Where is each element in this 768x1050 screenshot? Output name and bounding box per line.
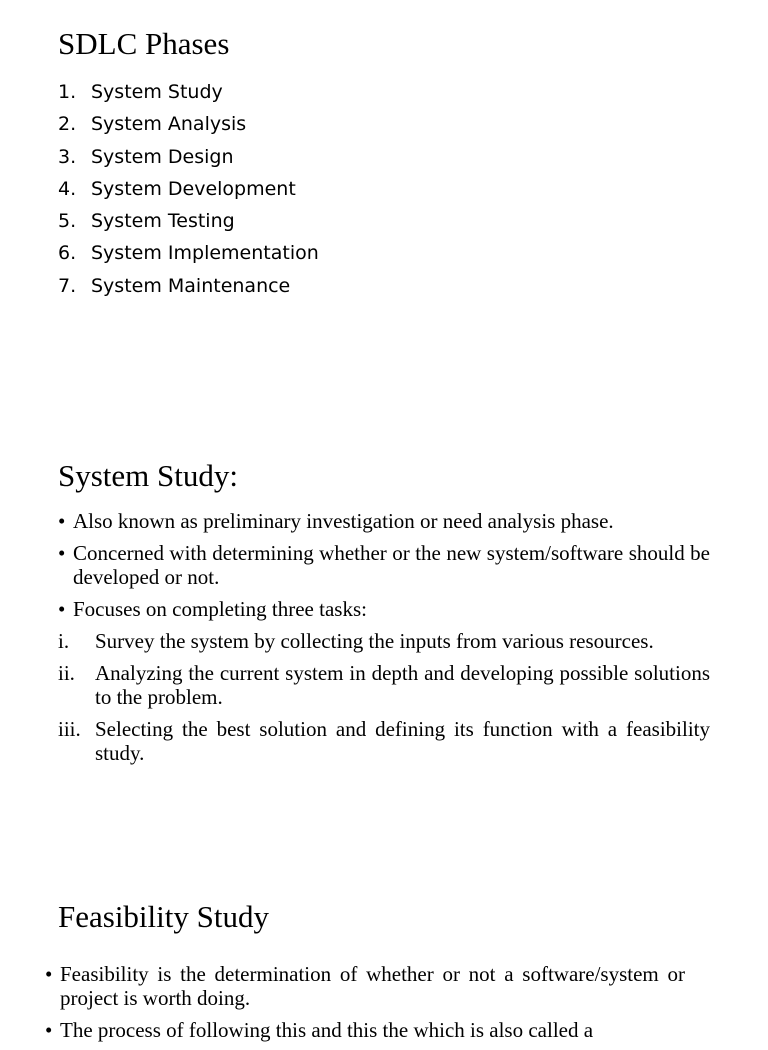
list-label: System Design — [91, 145, 234, 168]
list-item — [58, 173, 319, 205]
list-item — [58, 237, 319, 269]
list-label: System Testing — [91, 210, 235, 233]
bullet-marker: • — [45, 1018, 53, 1042]
list-number: 3. — [58, 145, 77, 168]
list-label: System Analysis — [91, 113, 247, 136]
list-label: System Implementation — [91, 242, 319, 265]
task-marker: ii. — [58, 661, 75, 685]
system-study-title: System Study: — [58, 458, 239, 493]
bullet-item — [45, 962, 685, 1010]
bullet-text: Feasibility is the determination of whether or not a software/system or project is worth doing. — [60, 962, 685, 1010]
task-marker: iii. — [58, 717, 81, 741]
list-number: 7. — [58, 274, 77, 297]
sdlc-title: SDLC Phases — [58, 26, 230, 61]
bullet-marker: • — [58, 597, 66, 621]
bullet-text: The process of following this and this the which is also called a — [60, 1018, 594, 1042]
list-item — [58, 270, 319, 302]
feasibility-body — [45, 962, 685, 1050]
task-marker: i. — [58, 629, 70, 653]
bullet-item — [58, 597, 710, 621]
bullet-marker: • — [45, 962, 53, 986]
task-text: Analyzing the current system in depth and developing possible solutions to the problem. — [95, 661, 710, 709]
list-label: System Study — [91, 81, 223, 103]
bullet-text: Also known as preliminary investigation or need analysis phase. — [73, 509, 614, 533]
bullet-item — [45, 1018, 685, 1042]
bullet-item — [58, 541, 710, 589]
bullet-marker: • — [58, 541, 66, 565]
list-label: System Development — [91, 177, 296, 200]
bullet-item — [58, 509, 710, 533]
list-number: 5. — [58, 210, 77, 233]
list-label: System Maintenance — [91, 274, 291, 297]
bullet-marker: • — [58, 509, 66, 533]
list-number: 2. — [58, 113, 77, 136]
system-study-body — [58, 509, 710, 773]
bullet-text: Focuses on completing three tasks: — [73, 597, 367, 621]
list-number: 4. — [58, 177, 77, 200]
bullet-text: Concerned with determining whether or the new system/software should be developed or not. — [73, 541, 710, 589]
task-item — [58, 717, 710, 765]
list-number: 6. — [58, 242, 77, 265]
task-text: Selecting the best solution and defining its function with a feasibility study. — [95, 717, 710, 765]
list-item — [58, 76, 319, 108]
list-number: 1. — [58, 81, 77, 103]
list-item — [58, 141, 319, 173]
sdlc-phase-list — [58, 76, 319, 302]
task-item — [58, 661, 710, 709]
task-item — [58, 629, 710, 653]
list-item — [58, 108, 319, 140]
task-text: Survey the system by collecting the inputs from various resources. — [95, 629, 654, 653]
feasibility-title: Feasibility Study — [58, 899, 269, 934]
list-item — [58, 205, 319, 237]
